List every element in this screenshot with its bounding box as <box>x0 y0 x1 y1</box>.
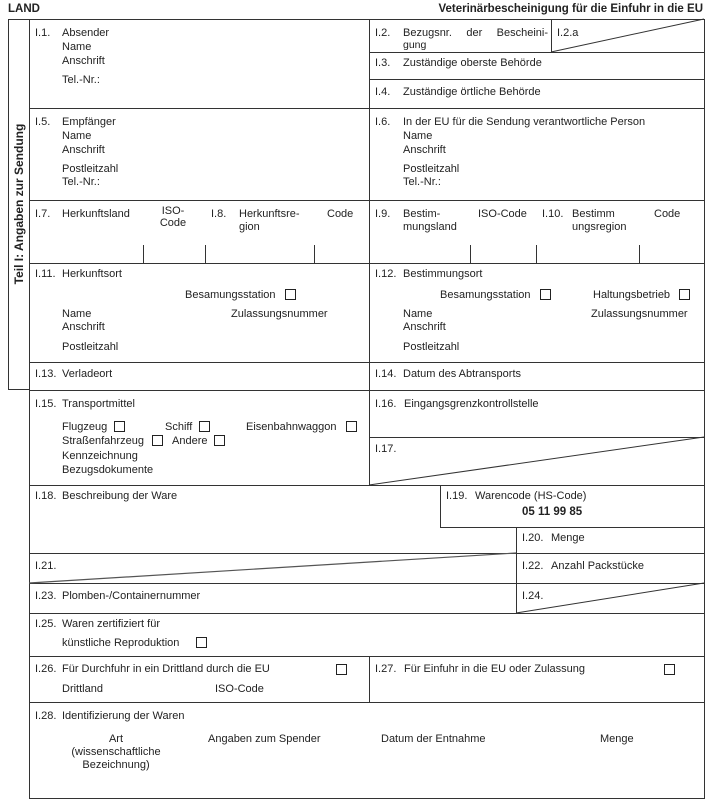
central-authority-label[interactable]: Zuständige oberste Behörde <box>403 57 542 69</box>
departure-date-label[interactable]: Datum des Abtransports <box>403 368 522 380</box>
consignee-title: Empfänger <box>62 116 116 128</box>
country-of-origin-label[interactable]: Herkunftsland <box>62 208 130 220</box>
sender-name-label[interactable]: Name <box>62 41 92 53</box>
responsible-name-label[interactable]: Name <box>403 130 433 142</box>
species-column-header-cont2: Bezeichnung) <box>82 759 150 771</box>
field-number: I.18. <box>35 490 57 502</box>
field-number: I.12. <box>375 268 397 280</box>
donor-column-header: Angaben zum Spender <box>208 733 321 745</box>
identification-title: Identifizierung der Waren <box>62 710 185 722</box>
field-number: I.6. <box>375 116 391 128</box>
destination-iso-label: ISO-Code <box>478 208 527 220</box>
consignee-address-label[interactable]: Anschrift <box>62 144 105 156</box>
place-of-origin-title: Herkunftsort <box>62 268 122 280</box>
field-number: I.25. <box>35 618 57 630</box>
origin-approval-number-label[interactable]: Zulassungsnummer <box>231 308 328 320</box>
field-number: I.23. <box>35 590 57 602</box>
field-number: I.1. <box>35 27 51 39</box>
dest-postcode-label[interactable]: Postleitzahl <box>403 341 460 353</box>
species-column-header-cont: (wissenschaftliche <box>71 746 161 758</box>
destination-region-code-label: Code <box>654 208 681 220</box>
documents-label[interactable]: Bezugsdokumente <box>62 464 154 476</box>
ship-label: Schiff <box>165 421 193 433</box>
destination-region-label[interactable]: Bestimm <box>572 208 615 220</box>
field-number: I.8. <box>211 208 227 220</box>
species-column-header: Art <box>108 733 124 745</box>
field-number: I.2. <box>375 27 391 39</box>
import-checkbox[interactable] <box>664 664 675 675</box>
field-number: I.14. <box>375 368 397 380</box>
other-transport-checkbox[interactable] <box>214 435 225 446</box>
origin-insemination-station-checkbox[interactable] <box>285 289 296 300</box>
field-number: I.19. <box>446 490 468 502</box>
origin-insemination-station-label: Besamungsstation <box>185 289 276 301</box>
artificial-reproduction-label: künstliche Reproduktion <box>62 637 180 649</box>
field-number: I.13. <box>35 368 57 380</box>
dest-insemination-station-label: Besamungsstation <box>440 289 531 301</box>
field-number: I.11. <box>35 268 56 280</box>
region-of-origin-label[interactable]: Herkunftsre- <box>239 208 300 220</box>
railway-checkbox[interactable] <box>346 421 357 432</box>
sender-title: Absender <box>62 27 110 39</box>
origin-postcode-label[interactable]: Postleitzahl <box>62 341 119 353</box>
destination-country-label[interactable]: Bestim- <box>403 208 441 220</box>
field-number: I.5. <box>35 116 51 128</box>
artificial-reproduction-checkbox[interactable] <box>196 637 207 648</box>
responsible-person-title: In der EU für die Sendung verantwortliche Person <box>403 116 646 128</box>
seal-container-label[interactable]: Plomben-/Containernummer <box>62 590 201 602</box>
responsible-postcode-label[interactable]: Postleitzahl <box>403 163 460 175</box>
field-number: I.28. <box>35 710 57 722</box>
transport-title: Transportmittel <box>62 398 135 410</box>
consignee-postcode-label[interactable]: Postleitzahl <box>62 163 119 175</box>
transit-label: Für Durchfuhr in ein Drittland durch die EU <box>62 663 270 675</box>
region-of-origin-label-cont: gion <box>239 221 260 233</box>
aeroplane-checkbox[interactable] <box>114 421 125 432</box>
field-number: I.27. <box>375 663 397 675</box>
origin-name-label[interactable]: Name <box>62 308 92 320</box>
quantity-label[interactable]: Menge <box>551 532 585 544</box>
package-count-label[interactable]: Anzahl Packstücke <box>551 560 644 572</box>
hs-code-value: 05 11 99 85 <box>522 506 583 518</box>
aeroplane-label: Flugzeug <box>62 421 108 433</box>
field-number: I.26. <box>35 663 57 675</box>
other-transport-label: Andere <box>172 435 208 447</box>
railway-label: Eisenbahnwaggon <box>246 421 337 433</box>
collection-date-column-header: Datum der Entnahme <box>381 733 486 745</box>
field-number-i2a: I.2.a <box>557 27 579 39</box>
border-post-label[interactable]: Eingangsgrenzkontrollstelle <box>404 398 539 410</box>
field-number: I.7. <box>35 208 51 220</box>
field-number: I.22. <box>522 560 544 572</box>
identification-label[interactable]: Kennzeichnung <box>62 450 138 462</box>
sender-phone-label[interactable]: Tel.-Nr.: <box>62 74 100 86</box>
dest-insemination-station-checkbox[interactable] <box>540 289 551 300</box>
holding-label: Haltungsbetrieb <box>593 289 671 301</box>
origin-region-code-label: Code <box>327 208 354 220</box>
road-vehicle-checkbox[interactable] <box>152 435 163 446</box>
responsible-phone-label[interactable]: Tel.-Nr.: <box>403 176 441 188</box>
field-number-i21: I.21. <box>35 560 57 572</box>
field-number: I.20. <box>522 532 544 544</box>
dest-approval-number-label[interactable]: Zulassungsnummer <box>591 308 688 320</box>
field-number: I.10. <box>542 208 564 220</box>
destination-region-label-cont: ungsregion <box>572 221 627 233</box>
consignee-name-label[interactable]: Name <box>62 130 92 142</box>
field-number: I.3. <box>375 57 391 69</box>
field-number: I.4. <box>375 86 391 98</box>
origin-iso-label: ISO- <box>161 205 185 217</box>
dest-name-label[interactable]: Name <box>403 308 433 320</box>
consignee-phone-label[interactable]: Tel.-Nr.: <box>62 176 100 188</box>
third-country-label[interactable]: Drittland <box>62 683 103 695</box>
origin-address-label[interactable]: Anschrift <box>62 321 105 333</box>
origin-iso-label-cont: Code <box>159 217 187 229</box>
field-number: I.9. <box>375 208 391 220</box>
loading-place-label[interactable]: Verladeort <box>62 368 113 380</box>
field-number: I.16. <box>375 398 397 410</box>
certificate-ref-title-cont: gung <box>403 39 427 51</box>
import-label: Für Einfuhr in die EU oder Zulassung <box>404 663 585 675</box>
dest-address-label[interactable]: Anschrift <box>403 321 446 333</box>
section-label: Teil I: Angaben zur Sendung <box>12 123 26 285</box>
destination-place-title: Bestimmungsort <box>403 268 483 280</box>
local-authority-label[interactable]: Zuständige örtliche Behörde <box>403 86 541 98</box>
responsible-address-label[interactable]: Anschrift <box>403 144 446 156</box>
transit-iso-code-label[interactable]: ISO-Code <box>215 683 264 695</box>
road-vehicle-label: Straßenfahrzeug <box>62 435 144 447</box>
field-number-i17: I.17. <box>375 443 397 455</box>
ship-checkbox[interactable] <box>199 421 210 432</box>
transit-checkbox[interactable] <box>336 664 347 675</box>
field-number: I.15. <box>35 398 57 410</box>
commodity-description-label[interactable]: Beschreibung der Ware <box>62 490 178 502</box>
country-label: LAND <box>8 3 40 15</box>
quantity-column-header: Menge <box>600 733 634 745</box>
certificate-ref-title: Bezugsnr. der Bescheini- <box>403 27 548 39</box>
sender-address-label[interactable]: Anschrift <box>62 55 105 67</box>
certificate-title: Veterinärbescheinigung für die Einfuhr in die EU <box>438 3 703 15</box>
holding-checkbox[interactable] <box>679 289 690 300</box>
certified-for-title: Waren zertifiziert für <box>62 618 161 630</box>
destination-country-label-cont: mungsland <box>403 221 457 233</box>
hs-code-label: Warencode (HS-Code) <box>475 490 587 502</box>
field-number-i24: I.24. <box>522 590 544 602</box>
